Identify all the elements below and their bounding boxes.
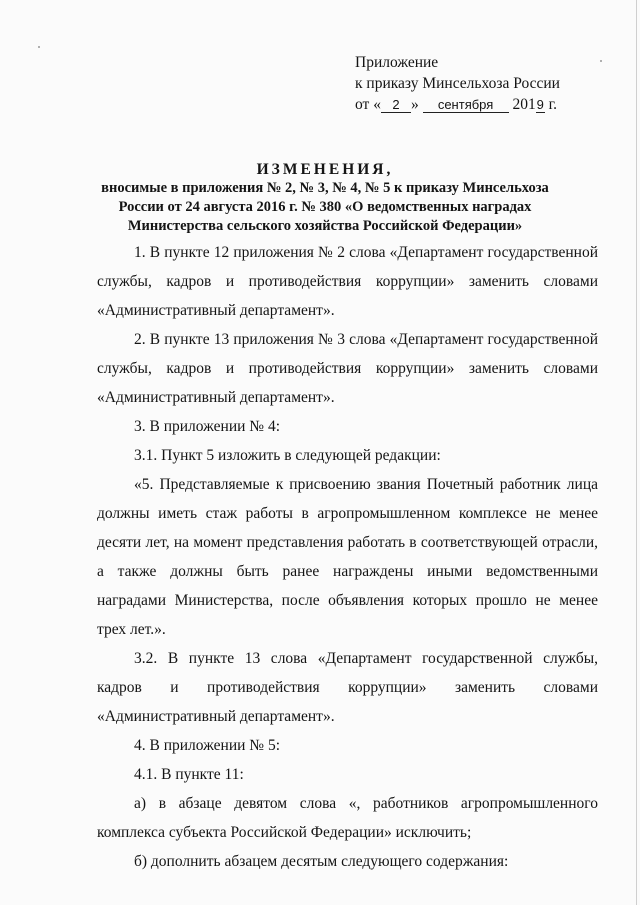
appendix-block (355, 52, 560, 115)
scan-speck (38, 46, 40, 48)
date-month: сентября (423, 97, 509, 113)
paragraph-quote-5: «5. Представляемые к присвоению звания Почетный работник лица должны иметь стаж работы в агропромышленном комплексе не менее десяти лет, на момент представления работать в соответствующей отрасли, а также должны быть ранее награждены иными ведомственными наградами Министерства, после объявления которых прошло не менее трех лет.». (97, 476, 598, 638)
paragraph-3: 3. В приложении № 4: (134, 418, 281, 435)
heading-line: России от 24 августа 2016 г. № 380 «О ведомственных наградах (118, 199, 532, 215)
paragraph-a: а) в абзаце девятом слова «, работников агропромышленного комплекса субъекта Российской Федерации» исключить; (97, 795, 598, 841)
heading-line: Министерства сельского хозяйства Российской Федерации» (127, 218, 523, 234)
page-edge (636, 0, 637, 905)
heading-line: вносимые в приложения № 2, № 3, № 4, № 5 к приказу Минсельхоза (101, 180, 549, 196)
appendix-date: от « 2 » сентября 2019 г. (355, 96, 558, 113)
heading-title: ИЗМЕНЕНИЯ, (256, 161, 394, 178)
paragraph-3-2: 3.2. В пункте 13 слова «Департамент государственной службы, кадров и противодействия коррупции» заменить словами «Административный департамент». (97, 650, 598, 725)
date-year: 2019 (512, 96, 544, 113)
paragraph-1: 1. В пункте 12 приложения № 2 слова «Департамент государственной службы, кадров и противодействия коррупции» заменить словами «Административный департамент». (97, 244, 598, 319)
appendix-title: Приложение (355, 54, 439, 71)
paragraph-b: б) дополнить абзацем десятым следующего содержания: (134, 853, 509, 870)
paragraph-2: 2. В пункте 13 приложения № 3 слова «Департамент государственной службы, кадров и противодействия коррупции» заменить словами «Административный департамент». (97, 331, 598, 406)
document-heading (60, 160, 590, 236)
scan-speck (600, 60, 602, 62)
date-day: 2 (381, 97, 411, 113)
document-body (97, 238, 598, 876)
paragraph-4: 4. В приложении № 5: (134, 737, 281, 754)
paragraph-4-1: 4.1. В пункте 11: (134, 766, 244, 783)
paragraph-3-1: 3.1. Пункт 5 изложить в следующей редакции: (134, 447, 441, 464)
appendix-order: к приказу Минсельхоза России (355, 75, 560, 92)
